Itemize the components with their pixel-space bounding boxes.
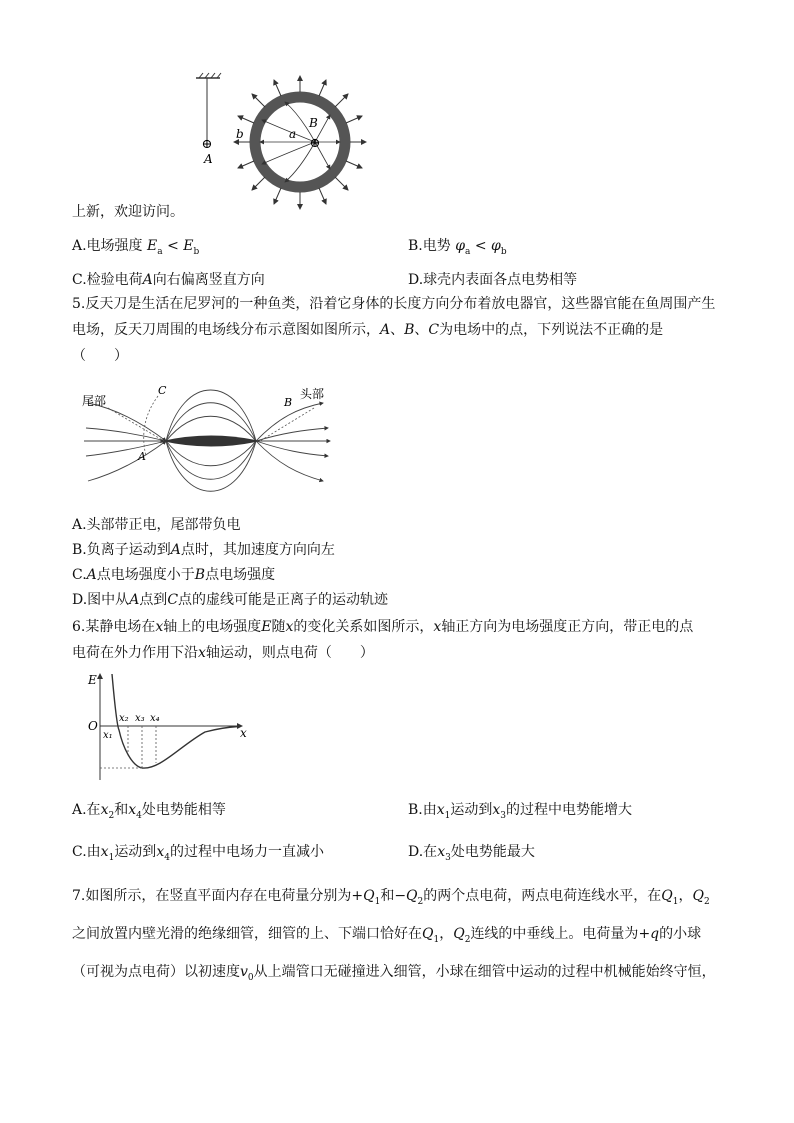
q4-option-b-text: B.电势 bbox=[408, 238, 451, 254]
q5-option-c-2: 点电场强度小于 bbox=[96, 567, 195, 583]
q5-option-d-1: D.图中从 bbox=[72, 592, 130, 608]
q5-option-b-1: B.负离子运动到 bbox=[72, 542, 171, 558]
fig5-label-C: C bbox=[158, 384, 167, 397]
fig5-label-B: B bbox=[284, 396, 293, 409]
q6-ob2: 运动到 bbox=[450, 802, 493, 818]
q4-option-d: D.球壳内表面各点电势相等 bbox=[408, 272, 578, 288]
q4-option-c bbox=[72, 271, 265, 289]
fig4-label-A: A bbox=[204, 152, 213, 166]
q4-option-a: A.电场强度 $E_a < E_b$ bbox=[72, 238, 200, 257]
q5-option-b-2: 点时，其加速度方向向左 bbox=[180, 542, 335, 558]
q7-l3a: （可视为点电荷）以初速度 bbox=[72, 963, 240, 980]
q6-s2a: 电荷在外力作用下沿 bbox=[72, 645, 198, 661]
q4-option-b: B.电势 $\varphi_a < \varphi_b$ bbox=[408, 238, 507, 257]
q7-l1c: 的两个点电荷，两点电荷连线水平，在 bbox=[423, 888, 662, 904]
fig6-label-x4: x₄ bbox=[150, 713, 160, 724]
fig4-label-B: B bbox=[309, 116, 318, 130]
q5-option-a: A.头部带正电，尾部带负电 bbox=[72, 517, 241, 533]
fig6-label-x3: x₃ bbox=[135, 713, 145, 724]
q6-oa2: 和 bbox=[114, 802, 129, 818]
q4-fragment: 上新，欢迎访问。 bbox=[72, 204, 184, 220]
q7-line2: 之间放置内壁光滑的绝缘细管，细管的上、下端口恰好在$Q_1$，$Q_2$连线的中垂线上。电荷量为+q的小球 bbox=[72, 925, 702, 945]
q6-option-a: A.在$x_2$和$x_4$处电势能相等 bbox=[72, 802, 226, 821]
q6-option-b: B.由$x_1$运动到$x_3$的过程中电势能增大 bbox=[408, 802, 633, 821]
fig4-label-a: a bbox=[289, 127, 297, 141]
q6-stem-line1: 6.某静电场在x轴上的电场强度E随x的变化关系如图所示，x轴正方向为电场强度正方向，带正电的点 bbox=[72, 619, 694, 635]
q6-s1d: 的变化关系如图所示， bbox=[293, 619, 434, 635]
q6-oa3: 处电势能相等 bbox=[141, 802, 226, 818]
fig4-charge-b-symbol: ⊕ bbox=[309, 136, 321, 151]
q7-l2b: 连线的中垂线上。电荷量为 bbox=[470, 925, 639, 942]
q6-ob1: B.由 bbox=[408, 802, 437, 818]
q6-oc1: C.由 bbox=[72, 844, 101, 860]
q5-option-d-2: 点到 bbox=[139, 592, 168, 608]
q5-option-c-1: C. bbox=[72, 567, 87, 583]
q6-ob3: 的过程中电势能增大 bbox=[506, 802, 633, 818]
q6-s1e: 轴正方向为电场强度正方向，带正电的点 bbox=[441, 619, 694, 635]
q6-oc2: 运动到 bbox=[114, 844, 157, 860]
fig4-charge-a-symbol: ⊕ bbox=[201, 137, 213, 152]
q4-option-c-var: A bbox=[142, 272, 153, 288]
fig5-label-head: 头部 bbox=[300, 387, 325, 401]
q5-option-d-3: 点的虚线可能是正离子的运动轨迹 bbox=[178, 592, 389, 608]
q5-stem bbox=[72, 291, 732, 369]
q6-s2b: 轴运动，则点电荷（ ） bbox=[205, 645, 374, 661]
q6-option-d: D.在$x_3$处电势能最大 bbox=[408, 844, 535, 863]
fig6-label-x2: x₂ bbox=[119, 713, 129, 724]
figure-e-x-graph bbox=[80, 668, 255, 783]
q5-stem-line2b: 为电场中的点，下列说法不正确的是 bbox=[439, 322, 664, 338]
fig4-label-b: b bbox=[236, 127, 244, 141]
q7-l3b: 从上端管口无碰撞进入细管，小球在细管中运动的过程中机械能始终守恒， bbox=[253, 963, 716, 980]
q4-option-a-text: A.电场强度 bbox=[72, 238, 143, 254]
q7-stem bbox=[72, 880, 732, 993]
figure-charged-shell bbox=[190, 70, 370, 215]
q5-options bbox=[72, 513, 732, 613]
q7-l2a: 之间放置内壁光滑的绝缘细管，细管的上、下端口恰好在 bbox=[72, 925, 422, 942]
fig6-label-O: O bbox=[88, 719, 98, 733]
q5-stem-line2a: 电场，反天刀周围的电场线分布示意图如图所示， bbox=[72, 322, 380, 338]
fig6-label-E: E bbox=[88, 673, 97, 687]
q7-line3: （可视为点电荷）以初速度$v_0$从上端管口无碰撞进入细管，小球在细管中运动的过程中机械能始终守恒， bbox=[72, 963, 716, 983]
q6-stem bbox=[72, 614, 732, 666]
q7-l2c: 的小球 bbox=[659, 925, 702, 942]
q6-s1a: 6.某静电场在 bbox=[72, 619, 156, 635]
q6-option-c: C.由$x_1$运动到$x_4$的过程中电场力一直减小 bbox=[72, 844, 324, 863]
q4-option-c-rest: 向右偏离竖直方向 bbox=[152, 272, 265, 288]
q6-stem-line2: 电荷在外力作用下沿x轴运动，则点电荷（ ） bbox=[72, 645, 374, 661]
fig5-label-A: A bbox=[138, 450, 146, 463]
q5-stem-line2: 电场，反天刀周围的电场线分布示意图如图所示，A、B、C为电场中的点，下列说法不正确的是 bbox=[72, 322, 664, 338]
q5-option-c: C.A点电场强度小于B点电场强度 bbox=[72, 567, 276, 583]
q5-option-b: B.负离子运动到A点时，其加速度方向向左 bbox=[72, 542, 335, 558]
fig5-label-tail: 尾部 bbox=[82, 394, 107, 408]
q6-s1b: 轴上的电场强度 bbox=[163, 619, 262, 635]
q7-l1b: 和 bbox=[380, 888, 395, 904]
q6-od1: D.在 bbox=[408, 844, 438, 860]
q6-oa1: A.在 bbox=[72, 802, 101, 818]
q7-l1a: 7.如图所示，在竖直平面内存在电荷量分别为 bbox=[72, 888, 352, 904]
q6-s1c: 随 bbox=[271, 619, 286, 635]
q5-option-d: D.图中从A点到C点的虚线可能是正离子的运动轨迹 bbox=[72, 592, 389, 608]
fig6-label-x: x bbox=[240, 726, 247, 740]
figure-fish-field bbox=[78, 378, 338, 500]
q6-oc3: 的过程中电场力一直减小 bbox=[169, 844, 324, 860]
q5-option-c-3: 点电场强度 bbox=[205, 567, 276, 583]
q7-line1: 7.如图所示，在竖直平面内存在电荷量分别为$+Q_1$和$-Q_2$的两个点电荷，两点电荷连线水平，在$Q_1$，$Q_2$ bbox=[72, 888, 710, 907]
q4-option-c-text: C.检验电荷 bbox=[72, 272, 143, 288]
fig6-label-x1: x₁ bbox=[103, 730, 113, 741]
q5-stem-line1: 5.反天刀是生活在尼罗河的一种鱼类，沿着它身体的长度方向分布着放电器官，这些器官能在鱼周围产生 bbox=[72, 296, 716, 312]
q6-od2: 处电势能最大 bbox=[450, 844, 535, 860]
q5-stem-line3: （ ） bbox=[72, 348, 128, 364]
